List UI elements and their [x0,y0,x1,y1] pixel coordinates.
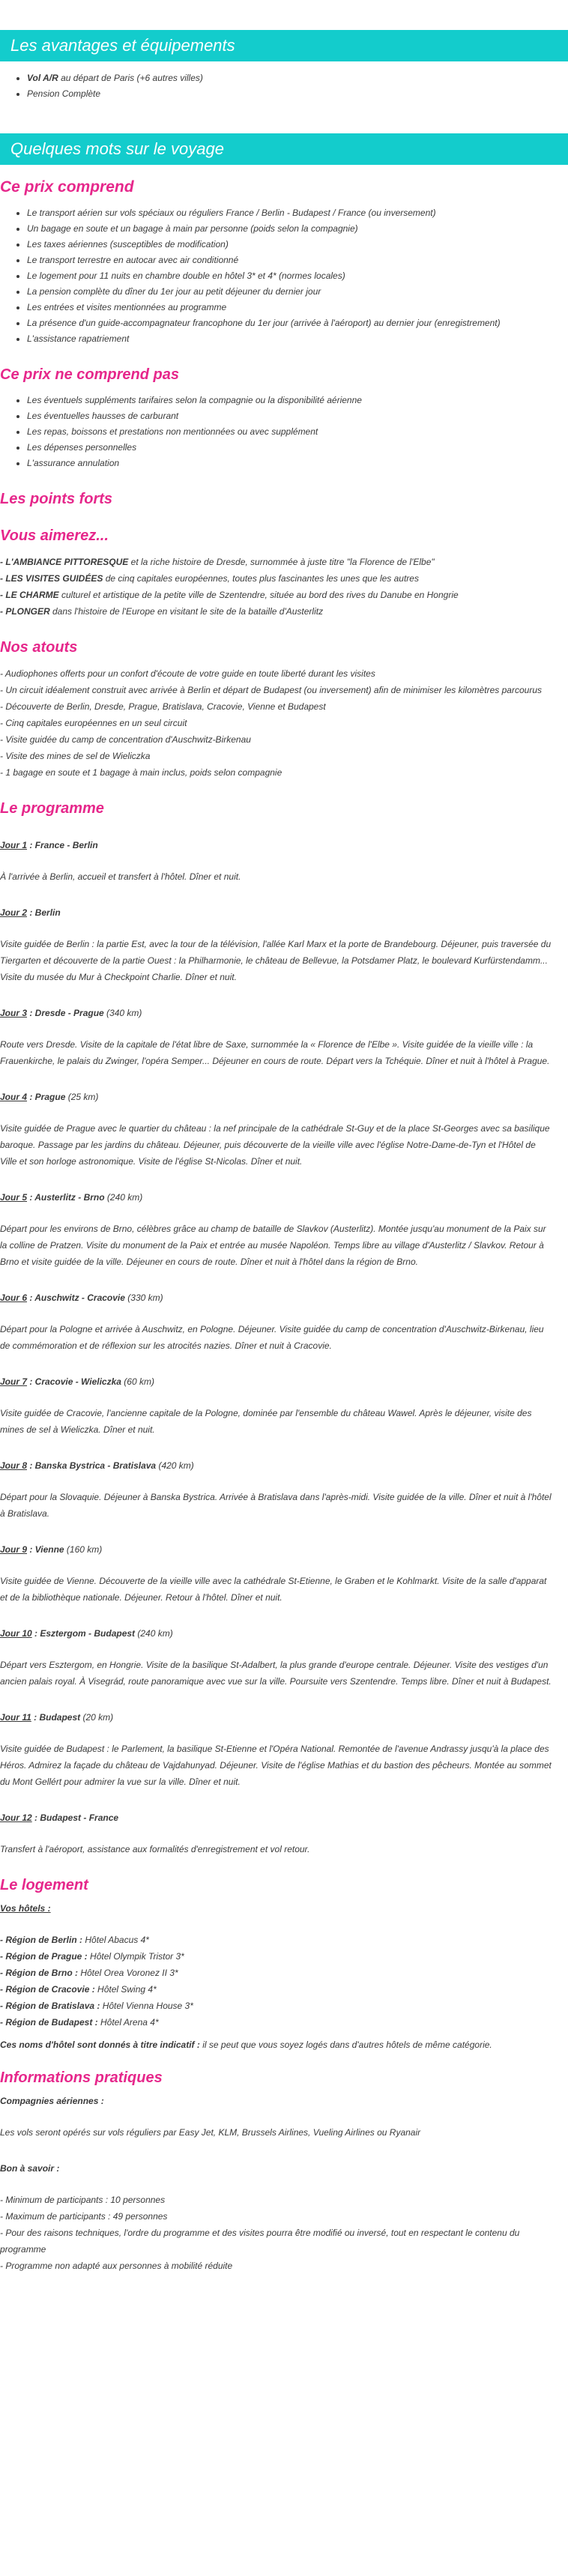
day-block [0,1460,568,1522]
day-block [0,1092,568,1170]
advantage-item [27,86,568,102]
atouts-item: - 1 bagage en soute et 1 bagage à main inclus, poids selon compagnie [0,767,283,778]
day-block [0,1628,568,1690]
hotel-name: Hôtel Arena 4* [97,2017,159,2028]
excludes-list [0,393,568,471]
you-like-item [0,603,568,620]
hotel-item [0,1948,568,1965]
includes-item: • Les entrées et visites mentionnées au programme [27,300,568,315]
day-label: Jour 10 [0,1628,32,1639]
day-description: Départ pour la Pologne et arrivée à Auschwitz, en Pologne. Déjeuner. Visite guidée du camp de concentration d'Auschwitz-Birkenau, lieu de commémoration et de réflexion sur les atrocités nazies. Dîner et nuit à Cracovie. [0,1324,544,1351]
you-like-item [0,554,568,570]
atouts-item: - Cinq capitales européennes en un seul circuit [0,718,187,728]
advantage-bold: Vol A/R [27,73,58,83]
day-route: : Auschwitz - Cracovie [27,1292,125,1303]
day-block [0,1544,568,1606]
day-label: Jour 5 [0,1192,28,1203]
hotel-region: - Région de Berlin : [0,1935,83,1945]
hotel-name: Hôtel Orea Voronez II 3* [78,1968,178,1978]
includes-item: • L'assistance rapatriement [27,331,568,347]
includes-item: • Le transport terrestre en autocar avec air conditionné [27,253,568,268]
day-label: Jour 3 [0,1008,28,1018]
know-item: - Programme non adapté aux personnes à mobilité réduite [0,2261,233,2271]
programme-days [0,840,568,1857]
you-like-item [0,587,568,603]
you-like-list [0,554,568,620]
day-title [0,1712,568,1723]
day-block [0,1192,568,1270]
day-description: Route vers Dresde. Visite de la capitale de l'état libre de Saxe, surnommée la « Florence de l'Elbe ». Visite guidée de la vieille ville : la Frauenkirche, le palais du Zwinger, l'opéra Semper... Déjeuner en cours de route. Départ vers la Tchéquie. Dîner et nuit à l'hôtel à Prague. [0,1039,550,1066]
day-description: Visite guidée de Berlin : la partie Est, avec la tour de la télévision, l'allée Karl Marx et la porte de Brandebourg. Déjeuner, puis traversée du Tiergarten et découverte de la partie Ouest : la Philharmonie, le château de Bellevue, la Potsdamer Platz, le boulevard Kurfürstendamm... Visite du musée du Mur à Checkpoint Charlie. Dîner et nuit. [0,939,552,982]
know-item: - Minimum de participants : 10 personnes [0,2195,166,2205]
day-distance: (330 km) [124,1292,163,1303]
day-title [0,1192,568,1203]
includes-item: • Un bagage en soute et un bagage à main par personne (poids selon la compagnie) [27,221,568,237]
day-label: Jour 7 [0,1376,28,1387]
atouts-item: - Un circuit idéalement construit avec arrivée à Berlin et départ de Budapest (ou inversement) afin de minimiser les kilomètres parcourus [0,685,542,695]
day-description: Départ pour les environs de Brno, célèbres grâce au champ de bataille de Slavkov (Austerlitz). Montée jusqu'au monument de la Paix sur la colline de Pratzen. Visite du monument de la Paix et entrée au musée Napoléon. Temps libre au village d'Austerlitz / Slavkov. Retour à Brno et visite guidée de la ville. Déjeuner en cours de route. Dîner et nuit à l'hôtel dans la région de Brno. [0,1224,546,1267]
day-distance: (240 km) [104,1192,143,1203]
excludes-item: • Les repas, boissons et prestations non mentionnées ou avec supplément [27,424,568,440]
know-list [0,2192,568,2274]
atouts-item: - Audiophones offerts pour un confort d'écoute de votre guide en toute liberté durant les visites [0,668,375,679]
day-description: Départ vers Esztergom, en Hongrie. Visite de la basilique St-Adalbert, la plus grande d'europe centrale. Déjeuner. Visite des vestiges d'un ancien palais royal. À Visegrád, route panoramique avec vue sur la ville. Poursuite vers Szentendre. Temps libre. Dîner et nuit à Budapest. [0,1660,552,1687]
hotel-region: - Région de Brno : [0,1968,78,1978]
day-distance: (240 km) [135,1628,173,1639]
hotel-name: Hôtel Abacus 4* [82,1935,149,1945]
day-distance: (340 km) [103,1008,142,1018]
day-description: Visite guidée de Prague avec le quartier du château : la nef principale de la cathédrale St-Guy et de la place St-Georges avec sa basilique baroque. Passage par les jardins du château. Déjeuner, puis découverte de la vieille ville avec l'église Notre-Dame-de-Tyn et l'Hôtel de Ville et son horloge astronomique. Visite de l'église St-Nicolas. Dîner et nuit. [0,1123,550,1167]
includes-item: • Les taxes aériennes (susceptibles de modification) [27,237,568,253]
you-like-text: culturel et artistique de la petite ville de Szentendre, située au bord des rives du Danube en Hongrie [58,590,459,600]
day-description: À l'arrivée à Berlin, accueil et transfert à l'hôtel. Dîner et nuit. [0,871,241,882]
day-route: : Esztergom - Budapest [31,1628,136,1639]
know-item: - Pour des raisons techniques, l'ordre du programme et des visites pourra être modifié ou inversé, tout en respectant le contenu du programme [0,2228,520,2255]
day-label: Jour 11 [0,1712,31,1723]
you-like-title: Vous aimerez... [0,527,109,544]
includes-title: Ce prix comprend [0,178,134,196]
day-label: Jour 6 [0,1292,28,1303]
know-title: Bon à savoir : [0,2163,60,2174]
atouts-list [0,665,568,781]
advantage-text: Pension Complète [27,88,101,99]
programme-title: Le programme [0,800,104,817]
includes-item: • La présence d'un guide-accompagnateur francophone du 1er jour (arrivée à l'aéroport) au dernier jour (enregistrement) [27,315,568,331]
day-route: : France - Berlin [27,840,98,850]
hotel-region: - Région de Budapest : [0,2017,98,2028]
advantage-item [27,70,568,86]
atouts-item: - Découverte de Berlin, Dresde, Prague, Bratislava, Cracovie, Vienne et Budapest [0,701,326,712]
day-title [0,1376,568,1387]
lodging-subtitle: Vos hôtels : [0,1903,51,1914]
hotels-list [0,1932,568,2031]
lodging-title: Le logement [0,1877,88,1893]
hotel-name: Hôtel Olympik Tristor 3* [87,1951,184,1962]
day-title [0,907,568,918]
day-description: Transfert à l'aéroport, assistance aux formalités d'enregistrement et vol retour. [0,1844,310,1854]
day-block [0,1376,568,1438]
advantage-text: au départ de Paris (+6 autres villes) [58,73,203,83]
hotel-name: Hôtel Swing 4* [94,1984,157,1995]
you-like-bold: - LE CHARME [0,590,59,600]
airlines-text: Les vols seront opérés sur vols réguliers par Easy Jet, KLM, Brussels Airlines, Vueling Airlines ou Ryanair [0,2127,421,2138]
day-distance: (420 km) [156,1460,194,1471]
includes-item: • La pension complète du dîner du 1er jour au petit déjeuner du dernier jour [27,284,568,300]
day-title [0,1292,568,1303]
day-distance: (160 km) [64,1544,103,1555]
day-title [0,1812,568,1823]
day-route: : Cracovie - Wieliczka [27,1376,121,1387]
hotels-note [0,2040,568,2050]
day-distance: (25 km) [65,1092,99,1102]
day-route: : Budapest [31,1712,81,1723]
hotels-note-bold: Ces noms d'hôtel sont donnés à titre indicatif : [0,2040,200,2050]
day-title [0,1628,568,1639]
atouts-item: - Visite des mines de sel de Wieliczka [0,751,151,761]
hotel-region: - Région de Cracovie : [0,1984,95,1995]
advantages-header: Les avantages et équipements [0,30,568,61]
excludes-item: • Les éventuels suppléments tarifaires selon la compagnie ou la disponibilité aérienne [27,393,568,408]
hotel-region: - Région de Bratislava : [0,2001,100,2011]
day-description: Visite guidée de Budapest : le Parlement, la basilique St-Etienne et l'Opéra National. Remontée de l'avenue Andrassy jusqu'à la place des Héros. Admirez la façade du château de Vajdahunyad. Déjeuner. Visite de l'église Mathias et du bastion des pêcheurs. Montée au sommet du Mont Gellért pour admirer la vue sur la ville. Dîner et nuit. [0,1744,552,1787]
spacer [0,2141,568,2157]
hotel-item [0,2014,568,2031]
hotel-item [0,1965,568,1981]
day-label: Jour 8 [0,1460,28,1471]
hotel-name: Hôtel Vienna House 3* [100,2001,193,2011]
day-route: : Vienne [27,1544,64,1555]
hotels-note-text: il se peut que vous soyez logés dans d'autres hôtels de même catégorie. [199,2040,492,2050]
day-title [0,1008,568,1018]
excludes-item: • Les dépenses personnelles [27,440,568,456]
voyage-header: Quelques mots sur le voyage [0,133,568,165]
day-title [0,840,568,850]
day-route: : Berlin [27,907,61,918]
day-distance: (20 km) [80,1712,114,1723]
day-description: Départ pour la Slovaquie. Déjeuner à Banska Bystrica. Arrivée à Bratislava dans l'après-midi. Visite guidée de la ville. Dîner et nuit à l'hôtel à Bratislava. [0,1492,552,1519]
day-block [0,1292,568,1354]
day-distance: (60 km) [121,1376,154,1387]
excludes-item: • L'assurance annulation [27,456,568,471]
day-block [0,1008,568,1069]
day-route: : Dresde - Prague [27,1008,104,1018]
you-like-text: dans l'histoire de l'Europe en visitant le site de la bataille d'Austerlitz [49,606,324,617]
day-route: : Banska Bystrica - Bratislava [27,1460,157,1471]
day-label: Jour 12 [0,1812,32,1823]
day-block [0,1812,568,1857]
day-route: : Prague [27,1092,66,1102]
you-like-bold: - LES VISITES GUIDÉES [0,573,103,584]
day-label: Jour 1 [0,840,28,850]
you-like-text: de cinq capitales européennes, toutes plus fascinantes les unes que les autres [103,573,419,584]
day-label: Jour 4 [0,1092,28,1102]
day-block [0,1712,568,1790]
day-block [0,840,568,885]
excludes-item: • Les éventuelles hausses de carburant [27,408,568,424]
day-description: Visite guidée de Vienne. Découverte de la vieille ville avec la cathédrale St-Etienne, le Graben et le Kohlmarkt. Visite de la salle d'apparat et de la bibliothèque nationale. Déjeuner. Retour à l'hôtel. Dîner et nuit. [0,1576,547,1603]
you-like-text: et la riche histoire de Dresde, surnommée à juste titre "la Florence de l'Elbe" [128,557,435,567]
hotel-region: - Région de Prague : [0,1951,88,1962]
includes-list [0,205,568,347]
includes-item: • Le transport aérien sur vols spéciaux ou réguliers France / Berlin - Budapest / France (ou inversement) [27,205,568,221]
excludes-title: Ce prix ne comprend pas [0,366,179,383]
includes-item: • Le logement pour 11 nuits en chambre double en hôtel 3* et 4* (normes locales) [27,268,568,284]
hotel-item [0,1998,568,2014]
strong-points-title: Les points forts [0,491,113,507]
day-title [0,1544,568,1555]
day-label: Jour 9 [0,1544,28,1555]
hotel-item [0,1932,568,1948]
hotel-item [0,1981,568,1998]
you-like-item [0,570,568,587]
atouts-title: Nos atouts [0,639,78,656]
you-like-bold: - PLONGER [0,606,50,617]
atouts-item: - Visite guidée du camp de concentration d'Auschwitz-Birkenau [0,734,251,745]
day-route: : Austerlitz - Brno [27,1192,105,1203]
you-like-bold: - L'AMBIANCE PITTORESQUE [0,557,129,567]
day-route: : Budapest - France [31,1812,119,1823]
day-title [0,1092,568,1102]
know-item: - Maximum de participants : 49 personnes [0,2211,168,2222]
airlines-title: Compagnies aériennes : [0,2096,104,2106]
day-block [0,907,568,985]
practical-title: Informations pratiques [0,2069,163,2086]
day-label: Jour 2 [0,907,28,918]
day-title [0,1460,568,1471]
day-description: Visite guidée de Cracovie, l'ancienne capitale de la Pologne, dominée par l'ensemble du château Wawel. Après le déjeuner, visite des mines de sel à Wieliczka. Dîner et nuit. [0,1408,532,1435]
advantages-list [0,70,568,102]
